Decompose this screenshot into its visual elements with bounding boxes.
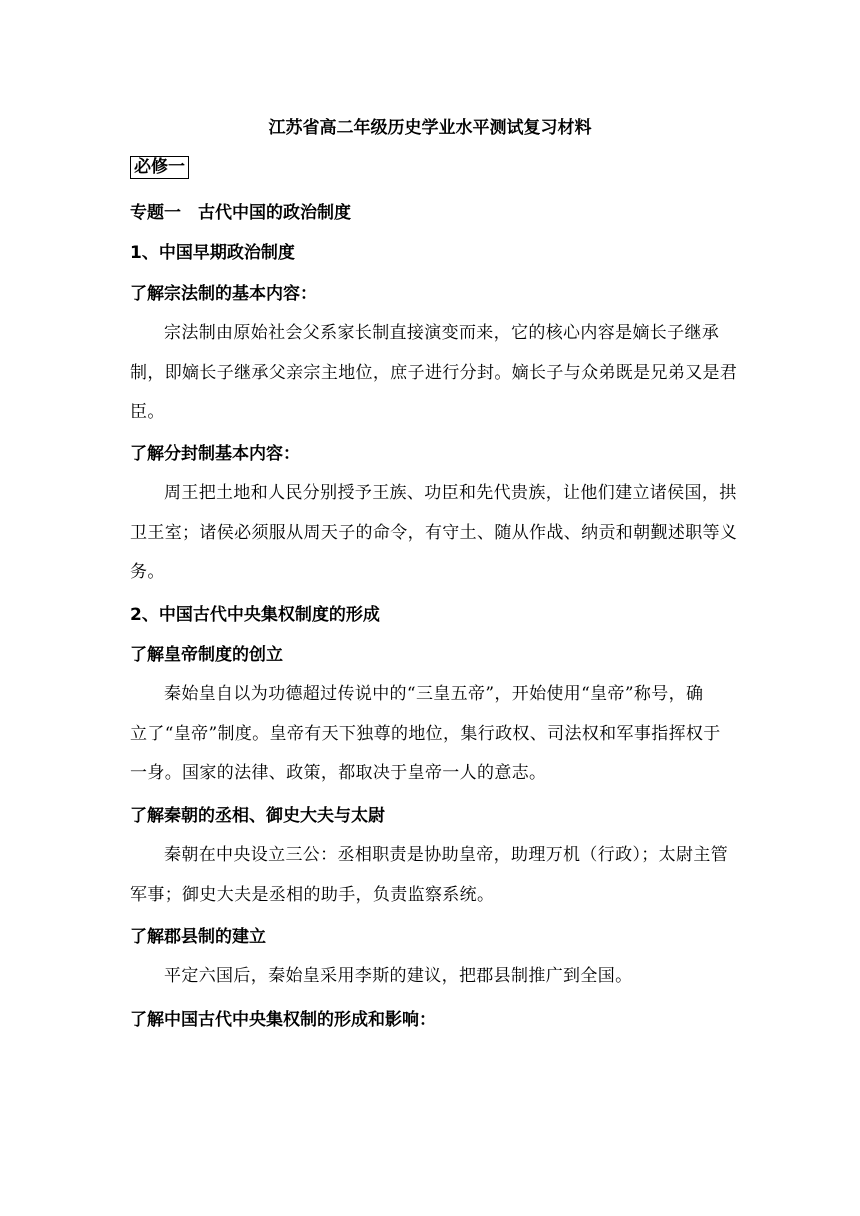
subsection-heading-zongfa: 了解宗法制的基本内容： (130, 284, 317, 304)
paragraph-line: 军事；御史大夫是丞相的助手，负责监察系统。 (130, 885, 495, 905)
paragraph-line: 周王把土地和人民分别授予王族、功臣和先代贵族，让他们建立诸侯国，拱 (164, 483, 737, 503)
document-title: 江苏省高二年级历史学业水平测试复习材料 (268, 118, 592, 138)
subsection-heading-junxian: 了解郡县制的建立 (130, 927, 266, 947)
paragraph-line: 制，即嫡长子继承父亲宗主地位，庶子进行分封。嫡长子与众弟既是兄弟又是君 (130, 363, 738, 383)
section-heading-1: 1、中国早期政治制度 (130, 243, 295, 263)
subsection-heading-sangong: 了解秦朝的丞相、御史大夫与太尉 (130, 806, 385, 826)
topic-heading: 专题一 古代中国的政治制度 (130, 203, 351, 223)
paragraph-line: 秦始皇自以为功德超过传说中的“三皇五帝”，开始使用“皇帝”称号，确 (164, 684, 704, 704)
section-box-label: 必修一 (130, 156, 189, 179)
paragraph-line: 臣。 (130, 402, 165, 422)
subsection-heading-jiquan: 了解中国古代中央集权制的形成和影响： (130, 1010, 436, 1030)
subsection-heading-huangdi: 了解皇帝制度的创立 (130, 645, 283, 665)
section-box-wrapper (130, 156, 750, 179)
paragraph-line: 一身。国家的法律、政策，都取决于皇帝一人的意志。 (130, 763, 547, 783)
paragraph-line: 立了“皇帝”制度。皇帝有天下独尊的地位，集行政权、司法权和军事指挥权于 (130, 724, 721, 744)
subsection-heading-fenfeng: 了解分封制基本内容： (130, 444, 300, 464)
paragraph-line: 宗法制由原始社会父系家长制直接演变而来，它的核心内容是嫡长子继承 (164, 323, 720, 343)
paragraph-line: 平定六国后，秦始皇采用李斯的建议，把郡县制推广到全国。 (164, 966, 633, 986)
paragraph-line: 务。 (130, 562, 165, 582)
paragraph-line: 秦朝在中央设立三公：丞相职责是协助皇帝，助理万机（行政）；太尉主管 (164, 845, 729, 865)
paragraph-line: 卫王室；诸侯必须服从周天子的命令，有守土、随从作战、纳贡和朝觐述职等义 (130, 523, 738, 543)
section-heading-2: 2、中国古代中央集权制度的形成 (130, 605, 380, 625)
